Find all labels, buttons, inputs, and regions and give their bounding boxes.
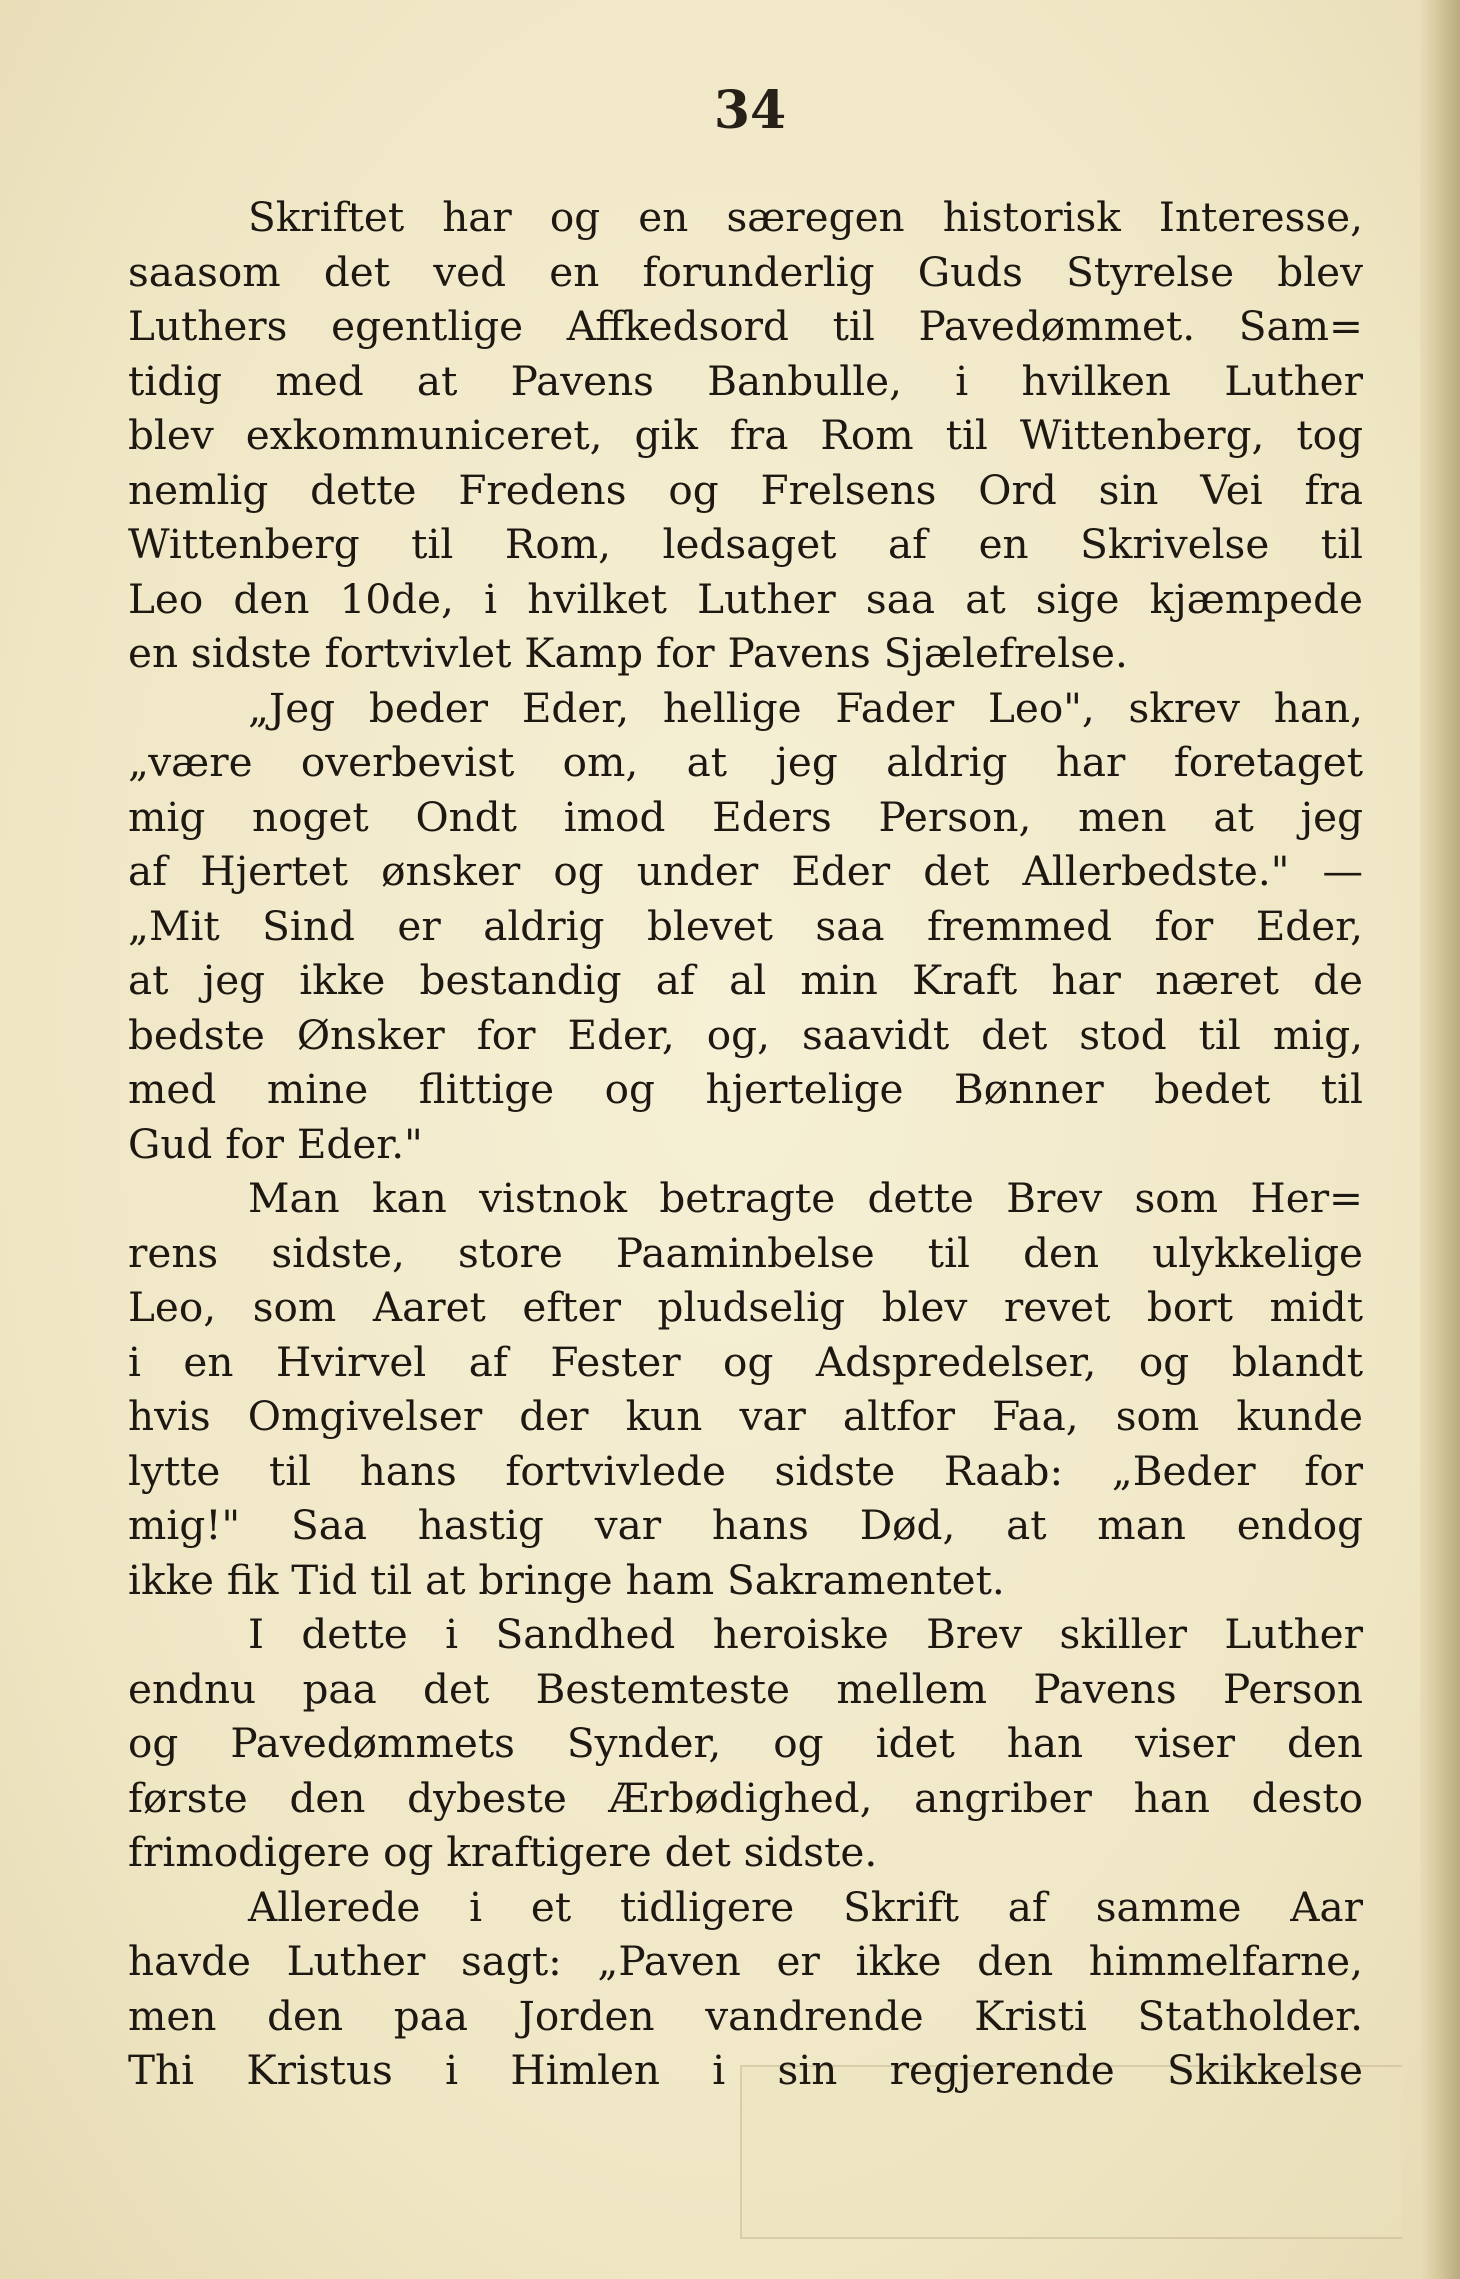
page-number: 34 (713, 80, 787, 141)
text-line: Man kan vistnok betragte dette Brev som Her= (248, 1174, 1363, 1222)
text-line: „være overbevist om, at jeg aldrig har foretaget (128, 738, 1363, 786)
page-edge-shadow (1420, 0, 1460, 2279)
text-line: tidig med at Pavens Banbulle, i hvilken Luther (128, 356, 1363, 405)
text-line: Allerede i et tidligere Skrift af samme Aar (248, 1882, 1363, 1931)
text-line: og Pavedømmets Synder, og idet han viser den (128, 1719, 1363, 1767)
text-line: nemlig dette Fredens og Frelsens Ord sin Vei fra (128, 465, 1363, 514)
text-line: „Jeg beder Eder, hellige Fader Leo", skrev han, (248, 683, 1363, 732)
text-line: bedste Ønsker for Eder, og, saavidt det stod til mig, (128, 1010, 1363, 1059)
text-line: rens sidste, store Paaminbelse til den ulykkelige (128, 1228, 1363, 1277)
text-line: blev exkommuniceret, gik fra Rom til Wittenberg, tog (128, 411, 1363, 459)
text-line: første den dybeste Ærbødighed, angriber han desto (128, 1773, 1363, 1822)
text-line: med mine flittige og hjertelige Bønner bedet til (128, 1065, 1363, 1113)
text-line: Leo, som Aaret efter pludselig blev revet bort midt (128, 1283, 1363, 1331)
text-line: at jeg ikke bestandig af al min Kraft har næret de (128, 956, 1363, 1004)
text-line: Skriftet har og en særegen historisk Interesse, (248, 193, 1363, 241)
text-line: ikke fik Tid til at bringe ham Sakramentet. (128, 1555, 1005, 1604)
text-line: Gud for Eder." (128, 1119, 423, 1168)
text-line: I dette i Sandhed heroiske Brev skiller Luther (248, 1610, 1363, 1658)
text-line: af Hjertet ønsker og under Eder det Allerbedste." — (128, 847, 1363, 895)
text-line: mig!" Saa hastig var hans Død, at man endog (128, 1501, 1363, 1549)
text-line: havde Luther sagt: „Paven er ikke den himmelfarne, (128, 1937, 1363, 1985)
text-line: Luthers egentlige Affkedsord til Pavedømmet. Sam= (128, 302, 1363, 350)
text-line: i en Hvirvel af Fester og Adspredelser, og blandt (128, 1337, 1363, 1386)
text-line: men den paa Jorden vandrende Kristi Statholder. (128, 1991, 1363, 2040)
text-line: en sidste fortvivlet Kamp for Pavens Sjælefrelse. (128, 629, 1128, 677)
text-line: saasom det ved en forunderlig Guds Styrelse blev (128, 247, 1363, 296)
text-line: Thi Kristus i Himlen i sin regjerende Skikkelse (128, 2046, 1363, 2094)
text-line: endnu paa det Bestemteste mellem Pavens Person (128, 1664, 1363, 1713)
text-line: mig noget Ondt imod Eders Person, men at jeg (128, 792, 1363, 841)
text-line: lytte til hans fortvivlede sidste Raab: „Beder for (128, 1446, 1363, 1495)
text-line: Wittenberg til Rom, ledsaget af en Skrivelse til (128, 520, 1363, 568)
text-line: „Mit Sind er aldrig blevet saa fremmed for Eder, (128, 901, 1363, 950)
text-line: frimodigere og kraftigere det sidste. (128, 1828, 878, 1876)
body-text (128, 190, 1363, 2098)
text-line: hvis Omgivelser der kun var altfor Faa, som kunde (128, 1392, 1363, 1440)
text-line: Leo den 10de, i hvilket Luther saa at sige kjæmpede (128, 574, 1363, 623)
